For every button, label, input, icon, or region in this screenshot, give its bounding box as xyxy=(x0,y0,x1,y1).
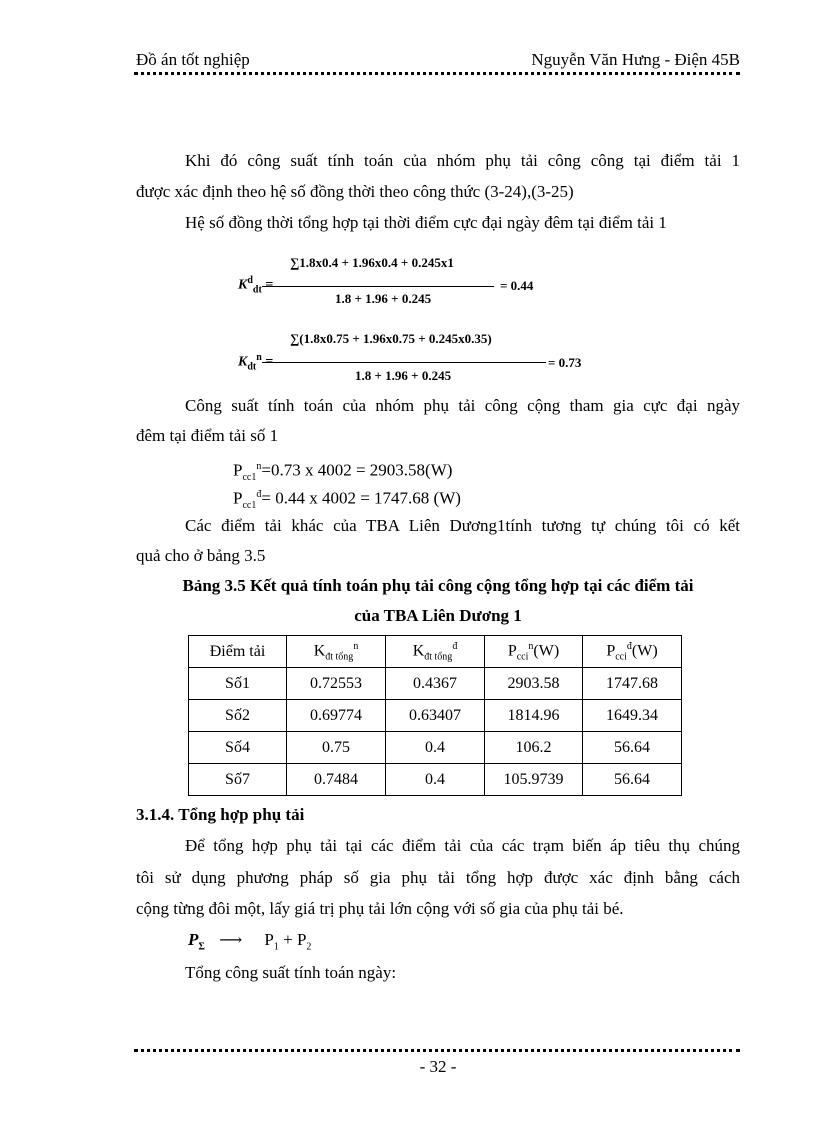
para3-line1: Công suất tính toán của nhóm phụ tải công cộng tham gia cực đại ngày xyxy=(185,396,740,415)
formula1-fraction-bar xyxy=(262,286,494,287)
table-cell: Số7 xyxy=(189,764,287,796)
para4-line2: quả cho ở bảng 3.5 xyxy=(136,546,266,565)
header-left: Đồ án tốt nghiệp xyxy=(136,50,250,69)
table-header-cell: $K_{đt tổng}^n$ xyxy=(287,636,386,668)
table-cell: Số2 xyxy=(189,700,287,732)
table-cell: 0.4 xyxy=(386,732,485,764)
table-cell: 105.9739 xyxy=(485,764,583,796)
table-cell: 2903.58 xyxy=(485,668,583,700)
table-caption-line1: Bảng 3.5 Kết quả tính toán phụ tải công cộng tổng hợp tại các điểm tải xyxy=(182,576,694,595)
page-number: - 32 - xyxy=(419,1057,457,1076)
table-cell: 0.72553 xyxy=(287,668,386,700)
results-table xyxy=(188,635,682,796)
para3-line2: đêm tại điểm tải số 1 xyxy=(136,426,279,445)
formula2-lhs: $K_{dt}^n$ = xyxy=(238,352,274,373)
table-cell: Số4 xyxy=(189,732,287,764)
table-cell: 0.7484 xyxy=(287,764,386,796)
para6: Tổng công suất tính toán ngày: xyxy=(185,963,397,982)
para4-line1: Các điểm tải khác của TBA Liên Dương1tính tương tự chúng tôi có kết xyxy=(185,516,740,535)
header-divider xyxy=(134,72,740,75)
table-cell: 106.2 xyxy=(485,732,583,764)
para5-line3: cộng từng đôi một, lấy giá trị phụ tải lớn cộng với số gia của phụ tải bé. xyxy=(136,899,624,918)
footer-divider xyxy=(134,1049,740,1052)
table-row xyxy=(189,732,682,764)
table-row xyxy=(189,764,682,796)
table-cell: 0.4 xyxy=(386,764,485,796)
table-row xyxy=(189,700,682,732)
table-header-row xyxy=(189,636,682,668)
table-cell: 1747.68 xyxy=(583,668,682,700)
sum-equation: $P_\Sigma$ ⟶ $P_1 + P_2$ xyxy=(188,930,312,953)
para1-line2: được xác định theo hệ số đồng thời theo công thức (3-24),(3-25) xyxy=(136,182,574,201)
table-header-cell: $P_{cci}^đ(W)$ xyxy=(583,636,682,668)
table-cell: 0.75 xyxy=(287,732,386,764)
table-cell: 1649.34 xyxy=(583,700,682,732)
arrow-right-icon: ⟶ xyxy=(219,932,243,949)
eq1: $P_{cc1}^n=0.73$ x 4002 = 2903.58(W) xyxy=(233,460,453,484)
table-cell: 56.64 xyxy=(583,764,682,796)
formula2-numerator: ∑(1.8x0.75 + 1.96x0.75 + 0.245x0.35) xyxy=(290,331,492,346)
table-caption-line2: của TBA Liên Dương 1 xyxy=(354,606,522,625)
para5-line1: Để tổng hợp phụ tải tại các điểm tải của các trạm biến áp tiêu thụ chúng xyxy=(185,836,740,855)
formula2-fraction-bar xyxy=(262,362,546,363)
table-header-cell: Điểm tải xyxy=(189,636,287,668)
para2: Hệ số đồng thời tổng hợp tại thời điểm cực đại ngày đêm tại điểm tải 1 xyxy=(185,213,667,232)
table-cell: Số1 xyxy=(189,668,287,700)
table-row xyxy=(189,668,682,700)
para1-line1: Khi đó công suất tính toán của nhóm phụ tải công công tại điểm tải 1 xyxy=(185,151,740,170)
table-cell: 56.64 xyxy=(583,732,682,764)
formula1-denominator: 1.8 + 1.96 + 0.245 xyxy=(335,291,432,306)
table-header-cell: $P_{cci}^n(W)$ xyxy=(485,636,583,668)
table-cell: 1814.96 xyxy=(485,700,583,732)
table-cell: 0.4367 xyxy=(386,668,485,700)
table-header-cell: $K_{đt tổng}^đ$ xyxy=(386,636,485,668)
section-heading: 3.1.4. Tổng hợp phụ tải xyxy=(136,805,305,824)
header-right: Nguyễn Văn Hưng - Điện 45B xyxy=(531,50,740,69)
formula1-result: = 0.44 xyxy=(500,278,534,293)
formula1-numerator: ∑1.8x0.4 + 1.96x0.4 + 0.245x1 xyxy=(290,255,454,270)
formula1-lhs: $K^d_{dt}$ = xyxy=(238,275,274,296)
table-cell: 0.63407 xyxy=(386,700,485,732)
formula2-denominator: 1.8 + 1.96 + 0.245 xyxy=(355,368,452,383)
formula2-result: = 0.73 xyxy=(548,355,582,370)
para5-line2: tôi sử dụng phương pháp số gia phụ tải tổng hợp được xác định bằng cách xyxy=(136,868,740,887)
eq2: $P_{cc1}^đ= 0.44$ x 4002 = 1747.68 (W) xyxy=(233,488,461,512)
table-cell: 0.69774 xyxy=(287,700,386,732)
